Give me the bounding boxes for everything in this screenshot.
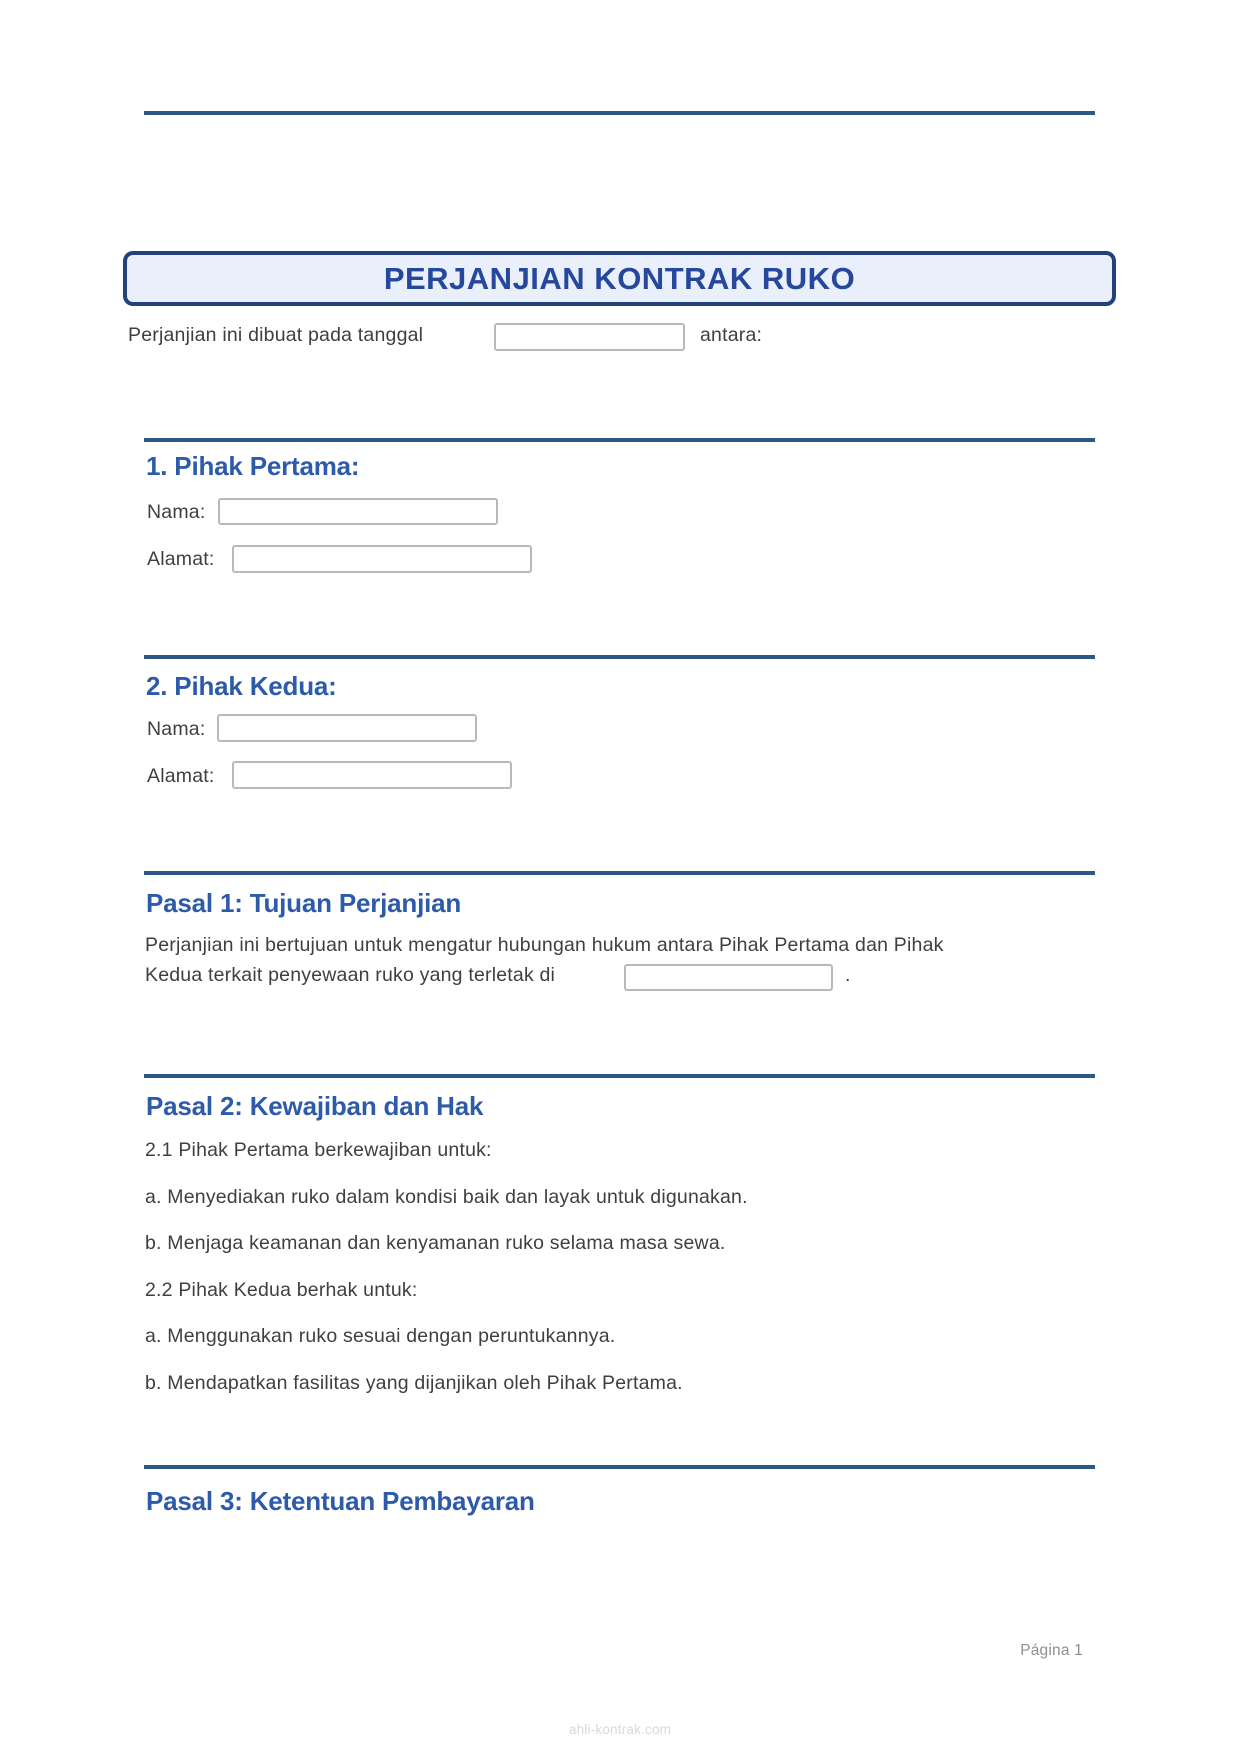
party2-nama-input[interactable] [217, 714, 477, 742]
title-box [123, 251, 1116, 306]
pasal1-line2-before: Kedua terkait penyewaan ruko yang terletak di [145, 964, 556, 986]
party2-alamat-label: Alamat: [147, 765, 215, 787]
pasal1-heading: Pasal 1: Tujuan Perjanjian [146, 888, 462, 918]
pasal2-item-22b: b. Mendapatkan fasilitas yang dijanjikan oleh Pihak Pertama. [145, 1372, 683, 1394]
party2-nama-label: Nama: [147, 718, 206, 740]
section-divider-pasal1 [144, 871, 1095, 875]
intro-text-before: Perjanjian ini dibuat pada tanggal [128, 324, 424, 346]
page-number: Página 1 [1020, 1642, 1083, 1659]
pasal2-item-22a: a. Menggunakan ruko sesuai dengan peruntukannya. [145, 1325, 616, 1347]
party1-nama-input[interactable] [218, 498, 498, 525]
page-title: PERJANJIAN KONTRAK RUKO [383, 260, 856, 296]
pasal2-heading: Pasal 2: Kewajiban dan Hak [146, 1091, 484, 1121]
party2-heading: 2. Pihak Kedua: [146, 671, 337, 701]
party1-alamat-input[interactable] [232, 545, 532, 573]
pasal2-item-21a: a. Menyediakan ruko dalam kondisi baik dan layak untuk digunakan. [145, 1186, 748, 1208]
pasal1-line1: Perjanjian ini bertujuan untuk mengatur hubungan hukum antara Pihak Pertama dan Pihak [145, 934, 944, 956]
section-divider-pasal2 [144, 1074, 1095, 1078]
intro-text-after: antara: [700, 324, 763, 346]
location-input[interactable] [624, 964, 833, 991]
watermark: ahli-kontrak.com [568, 1722, 672, 1737]
party2-alamat-input[interactable] [232, 761, 512, 789]
party1-alamat-label: Alamat: [147, 548, 215, 570]
pasal1-line2-after: . [845, 964, 851, 986]
party1-nama-label: Nama: [147, 501, 206, 523]
top-divider [144, 111, 1095, 115]
pasal2-item-21: 2.1 Pihak Pertama berkewajiban untuk: [145, 1139, 492, 1161]
party1-heading: 1. Pihak Pertama: [146, 451, 360, 481]
pasal2-item-21b: b. Menjaga keamanan dan kenyamanan ruko selama masa sewa. [145, 1232, 726, 1254]
section-divider-pasal3 [144, 1465, 1095, 1469]
date-input[interactable] [494, 323, 685, 351]
section-divider-party1 [144, 438, 1095, 442]
pasal3-heading: Pasal 3: Ketentuan Pembayaran [146, 1486, 535, 1516]
pasal2-item-22: 2.2 Pihak Kedua berhak untuk: [145, 1279, 418, 1301]
section-divider-party2 [144, 655, 1095, 659]
